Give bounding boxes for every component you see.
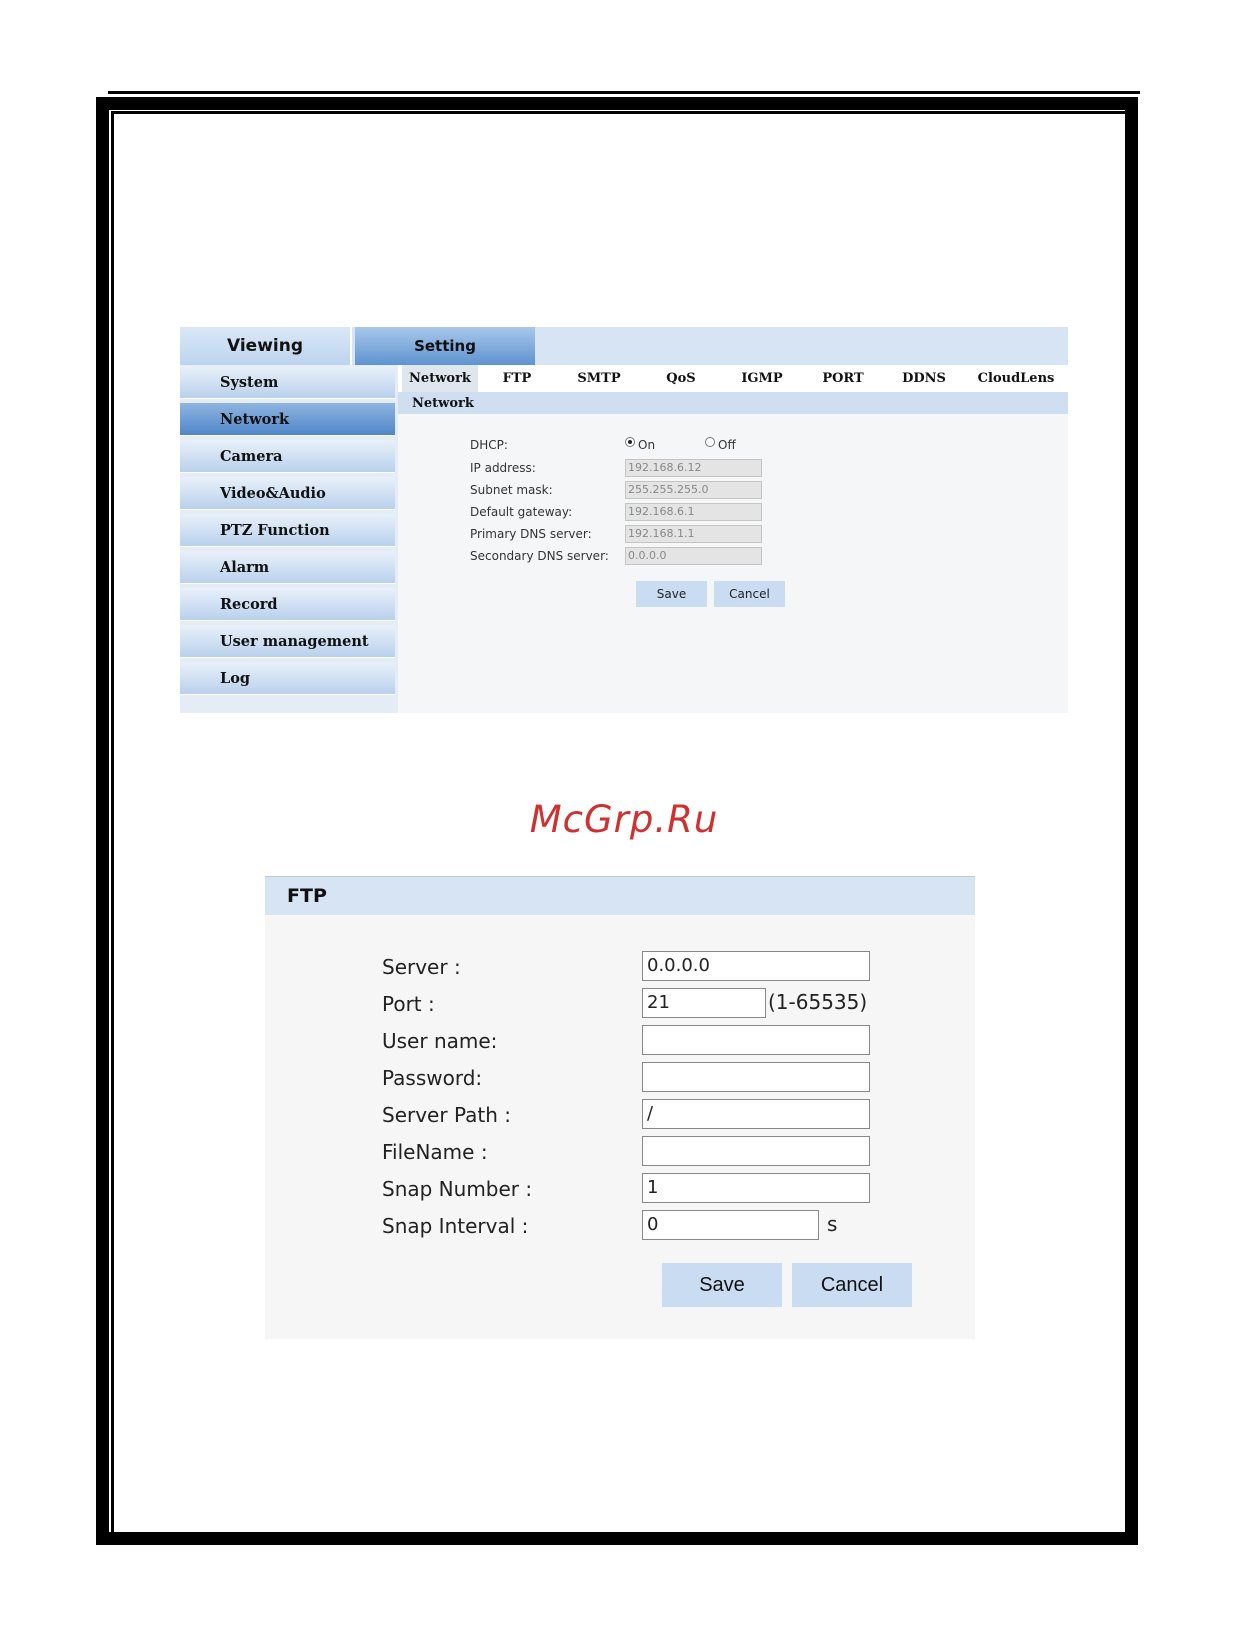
filename-label: FileName : xyxy=(382,1140,488,1164)
ftp-save-button[interactable]: Save xyxy=(662,1263,782,1307)
subnet-mask-field[interactable]: 255.255.255.0 xyxy=(625,481,762,499)
tab-viewing[interactable]: Viewing xyxy=(180,327,352,365)
server-label: Server : xyxy=(382,955,461,979)
network-section-title: Network xyxy=(398,392,1068,414)
snap-interval-label: Snap Interval : xyxy=(382,1214,529,1238)
snap-number-field[interactable]: 1 xyxy=(642,1173,870,1203)
sidebar-item-user-management[interactable]: User management xyxy=(180,625,395,658)
sidebar-item-system[interactable]: System xyxy=(180,366,395,399)
subtab-qos[interactable]: QoS xyxy=(666,371,696,386)
filename-field[interactable] xyxy=(642,1136,870,1166)
sidebar-item-video-audio[interactable]: Video&Audio xyxy=(180,477,395,510)
network-sub-tabs xyxy=(398,365,1068,392)
subtab-ftp[interactable]: FTP xyxy=(502,371,532,386)
sidebar-item-camera[interactable]: Camera xyxy=(180,440,395,473)
network-settings-screenshot xyxy=(180,327,1068,713)
dhcp-off-radio[interactable] xyxy=(705,437,715,447)
user-name-label: User name: xyxy=(382,1029,498,1053)
ftp-settings-screenshot xyxy=(265,876,975,1339)
ip-address-field[interactable]: 192.168.6.12 xyxy=(625,459,762,477)
ftp-cancel-button[interactable]: Cancel xyxy=(792,1263,912,1307)
port-label: Port : xyxy=(382,992,435,1016)
password-field[interactable] xyxy=(642,1062,870,1092)
subtab-cloudlens[interactable]: CloudLens xyxy=(977,371,1055,386)
ip-address-label: IP address: xyxy=(470,461,536,475)
sidebar-item-record[interactable]: Record xyxy=(180,588,395,621)
server-path-field[interactable]: / xyxy=(642,1099,870,1129)
dhcp-off-label: Off xyxy=(718,438,736,452)
default-gateway-field[interactable]: 192.168.6.1 xyxy=(625,503,762,521)
subtab-ddns[interactable]: DDNS xyxy=(902,371,946,386)
primary-dns-label: Primary DNS server: xyxy=(470,527,592,541)
sidebar-item-ptz-function[interactable]: PTZ Function xyxy=(180,514,395,547)
port-range-hint: (1-65535) xyxy=(768,990,868,1014)
port-field[interactable]: 21 xyxy=(642,988,766,1018)
page-top-rule xyxy=(108,91,1140,94)
secondary-dns-field[interactable]: 0.0.0.0 xyxy=(625,547,762,565)
snap-interval-unit: s xyxy=(827,1212,838,1236)
sidebar-item-alarm[interactable]: Alarm xyxy=(180,551,395,584)
network-cancel-button[interactable]: Cancel xyxy=(714,581,785,607)
snap-number-label: Snap Number : xyxy=(382,1177,533,1201)
snap-interval-field[interactable]: 0 xyxy=(642,1210,819,1240)
user-name-field[interactable] xyxy=(642,1025,870,1055)
dhcp-on-label: On xyxy=(638,438,656,452)
watermark-text: McGrp.Ru xyxy=(529,798,719,841)
sidebar-item-log[interactable]: Log xyxy=(180,662,395,695)
settings-sidebar xyxy=(180,365,398,713)
subnet-mask-label: Subnet mask: xyxy=(470,483,553,497)
secondary-dns-label: Secondary DNS server: xyxy=(470,549,609,563)
top-nav-bar xyxy=(180,327,1068,365)
password-label: Password: xyxy=(382,1066,483,1090)
subtab-network[interactable]: Network xyxy=(402,365,478,392)
network-save-button[interactable]: Save xyxy=(636,581,707,607)
sidebar-item-network[interactable]: Network xyxy=(180,403,395,436)
tab-setting[interactable]: Setting xyxy=(355,327,535,365)
server-path-label: Server Path : xyxy=(382,1103,511,1127)
primary-dns-field[interactable]: 192.168.1.1 xyxy=(625,525,762,543)
dhcp-label: DHCP: xyxy=(470,438,508,452)
server-field[interactable]: 0.0.0.0 xyxy=(642,951,870,981)
subtab-port[interactable]: PORT xyxy=(822,371,864,386)
default-gateway-label: Default gateway: xyxy=(470,505,573,519)
subtab-smtp[interactable]: SMTP xyxy=(577,371,621,386)
ftp-section-title: FTP xyxy=(265,877,975,915)
subtab-igmp[interactable]: IGMP xyxy=(741,371,783,386)
dhcp-on-radio[interactable] xyxy=(625,437,635,447)
